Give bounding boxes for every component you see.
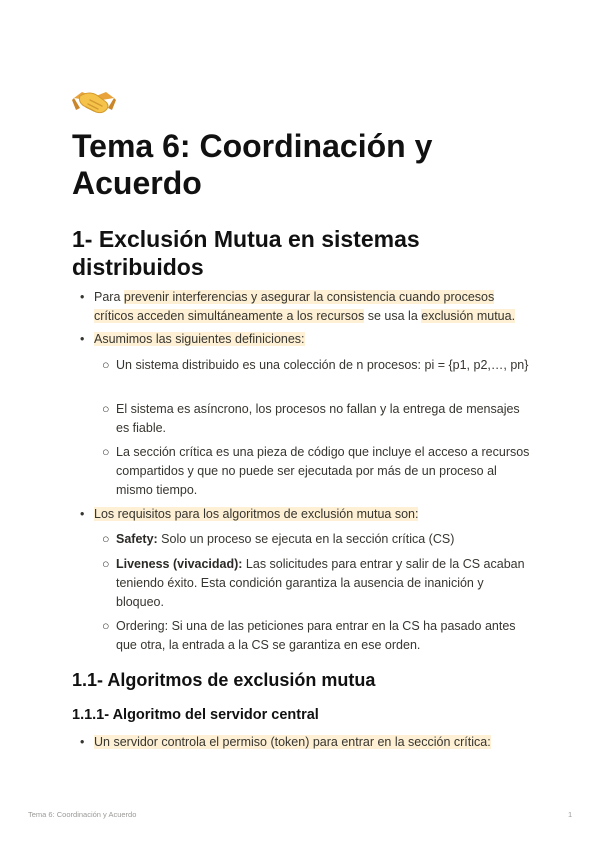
footer-page-number: 1 [568,810,573,819]
bullet-icon: • [80,735,85,749]
section-heading-servidor-central: 1.1.1- Algoritmo del servidor central [72,707,319,723]
bullet-icon: • [80,507,85,521]
bullet-icon: • [80,290,85,304]
ordering-text: : Si una de las peticiones para entrar en la CS ha pasado antes que otra, la entrada a la CS se garantiza en ese orden. [116,619,516,652]
page-title: Tema 6: Coordinación y Acuerdo [72,128,433,201]
sublist-item: Un sistema distribuido es una colección de n procesos: pi = {p1, p2,…, pn} [116,358,529,372]
circle-bullet-icon: ○ [102,619,110,633]
term-ordering: Ordering [116,619,165,633]
text-mid: se usa la [364,309,422,323]
term-liveness: Liveness (vivacidad): [116,557,243,571]
highlighted-text: Un servidor controla el permiso (token) para entrar en la sección crítica: [94,735,491,749]
circle-bullet-icon: ○ [102,445,110,459]
safety-text: Solo un proceso se ejecuta en la sección crítica (CS) [157,532,455,546]
circle-bullet-icon: ○ [102,532,110,546]
sublist-item-ordering [116,617,534,655]
list-item-servidor [94,733,534,752]
circle-bullet-icon: ○ [102,557,110,571]
highlighted-text: prevenir interferencias y asegurar la consistencia cuando procesos críticos acceden simultáneamente a los recursos [94,290,495,323]
footer-title: Tema 6: Coordinación y Acuerdo [28,810,137,819]
circle-bullet-icon: ○ [102,358,110,372]
handshake-icon [72,86,116,118]
text-pre: Para [94,290,124,304]
bullet-icon: • [80,332,85,346]
sublist-item-liveness [116,555,534,612]
sublist-item: El sistema es asíncrono, los procesos no fallan y la entrega de mensajes es fiable. [116,402,520,435]
section-heading-algoritmos: 1.1- Algoritmos de exclusión mutua [72,670,376,690]
list-item-definiciones [94,330,534,349]
highlighted-text: Asumimos las siguientes definiciones: [94,332,305,346]
liveness-text: Las solicitudes para entrar y salir de la CS acaban teniendo éxito. Esta condición garantiza la ausencia de inanición y bloqueo. [116,557,525,609]
section-heading-exclusion-mutua: 1- Exclusión Mutua en sistemas distribuidos [72,226,420,280]
sublist-item: La sección crítica es una pieza de código que incluye el acceso a recursos compartidos y que no puede ser ejecutada por más de un proceso al mismo tiempo. [116,445,530,497]
circle-bullet-icon: ○ [102,402,110,416]
highlighted-text: exclusión mutua. [421,309,516,323]
term-safety: Safety: [116,532,158,546]
highlighted-text: Los requisitos para los algoritmos de exclusión mutua son: [94,507,419,521]
list-item-proposito [94,288,534,326]
list-item-requisitos [94,505,534,524]
sublist-item-safety [116,530,534,549]
